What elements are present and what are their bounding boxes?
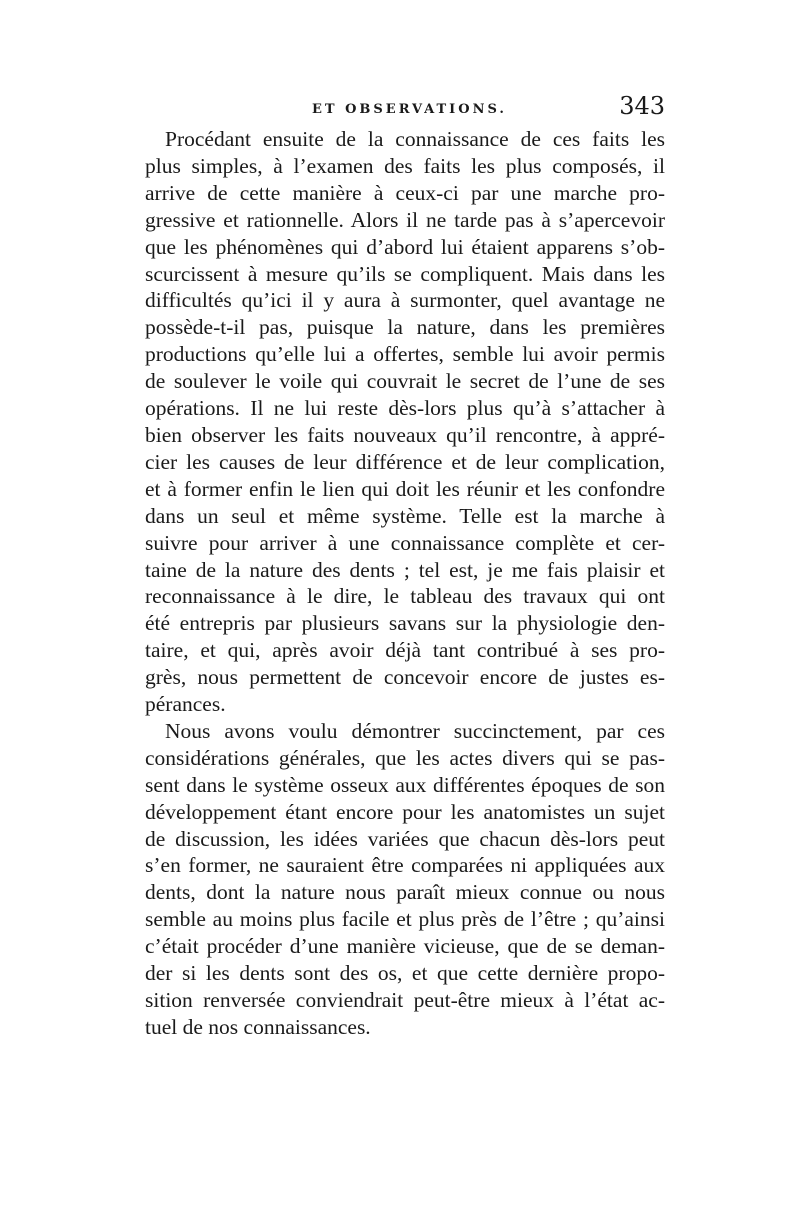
text-line: semble au moins plus facile et plus près de l’être ; qu’ainsi xyxy=(145,907,665,932)
text-line: reconnaissance à le dire, le tableau des travaux qui ont xyxy=(145,584,665,609)
text-line: considérations générales, que les actes divers qui se pas- xyxy=(145,745,665,770)
text-line: cier les causes de leur différence et de leur complication, xyxy=(145,449,665,474)
text-line: de soulever le voile qui couvrait le secret de l’une de ses xyxy=(145,369,665,394)
text-line: der si les dents sont des os, et que cette dernière propo- xyxy=(145,961,665,986)
text-line: s’en former, ne sauraient être comparées ni appliquées aux xyxy=(145,853,665,878)
page-number: 343 xyxy=(619,92,665,120)
text-line: sition renversée conviendrait peut-être mieux à l’état ac- xyxy=(145,988,665,1012)
paragraph-2 xyxy=(145,718,665,1041)
text-line: gressive et rationnelle. Alors il ne tarde pas à s’apercevoir xyxy=(145,207,665,232)
text-line: que les phénomènes qui d’abord lui étaient apparens s’ob- xyxy=(145,234,665,259)
text-line: arrive de cette manière à ceux-ci par une marche pro- xyxy=(145,180,665,205)
text-line: dans un seul et même système. Telle est la marche à xyxy=(145,503,665,528)
text-line: été entrepris par plusieurs savans sur la physiologie den- xyxy=(145,611,665,636)
page-header xyxy=(145,92,665,126)
text-line: sent dans le système osseux aux différentes époques de son xyxy=(145,772,665,797)
text-line: taine de la nature des dents ; tel est, je me fais plaisir et xyxy=(145,557,665,582)
text-line: bien observer les faits nouveaux qu’il rencontre, à appré- xyxy=(145,422,665,447)
text-line: grès, nous permettent de concevoir encore de justes es- xyxy=(145,665,665,690)
text-line: pérances. xyxy=(145,692,226,717)
body-text xyxy=(145,126,665,1041)
text-line: taire, et qui, après avoir déjà tant contribué à ses pro- xyxy=(145,638,665,663)
paragraph-1 xyxy=(145,126,665,718)
text-line: productions qu’elle lui a offertes, semble lui avoir permis xyxy=(145,342,665,367)
text-line: dents, dont la nature nous paraît mieux connue ou nous xyxy=(145,880,665,905)
text-line: Procédant ensuite de la connaissance de ces faits les xyxy=(165,127,665,151)
text-line: et à former enfin le lien qui doit les réunir et les confondre xyxy=(145,476,665,501)
text-line: suivre pour arriver à une connaissance complète et cer- xyxy=(145,530,665,555)
text-line: Nous avons voulu démontrer succinctement, par ces xyxy=(165,718,665,743)
running-head: ET OBSERVATIONS. xyxy=(312,102,507,117)
text-line: scurcissent à mesure qu’ils se compliquent. Mais dans les xyxy=(145,261,665,286)
text-line: développement étant encore pour les anatomistes un sujet xyxy=(145,799,665,824)
text-line: opérations. Il ne lui reste dès-lors plus qu’à s’attacher à xyxy=(145,396,665,421)
text-line: c’était procéder d’une manière vicieuse, que de se deman- xyxy=(145,934,665,959)
text-line: possède-t-il pas, puisque la nature, dans les premières xyxy=(145,315,665,340)
text-line: tuel de nos connaissances. xyxy=(145,1014,371,1039)
text-line: de discussion, les idées variées que chacun dès-lors peut xyxy=(145,826,665,851)
text-line: plus simples, à l’examen des faits les plus composés, il xyxy=(145,153,665,178)
text-line: difficultés qu’ici il y aura à surmonter, quel avantage ne xyxy=(145,288,665,313)
